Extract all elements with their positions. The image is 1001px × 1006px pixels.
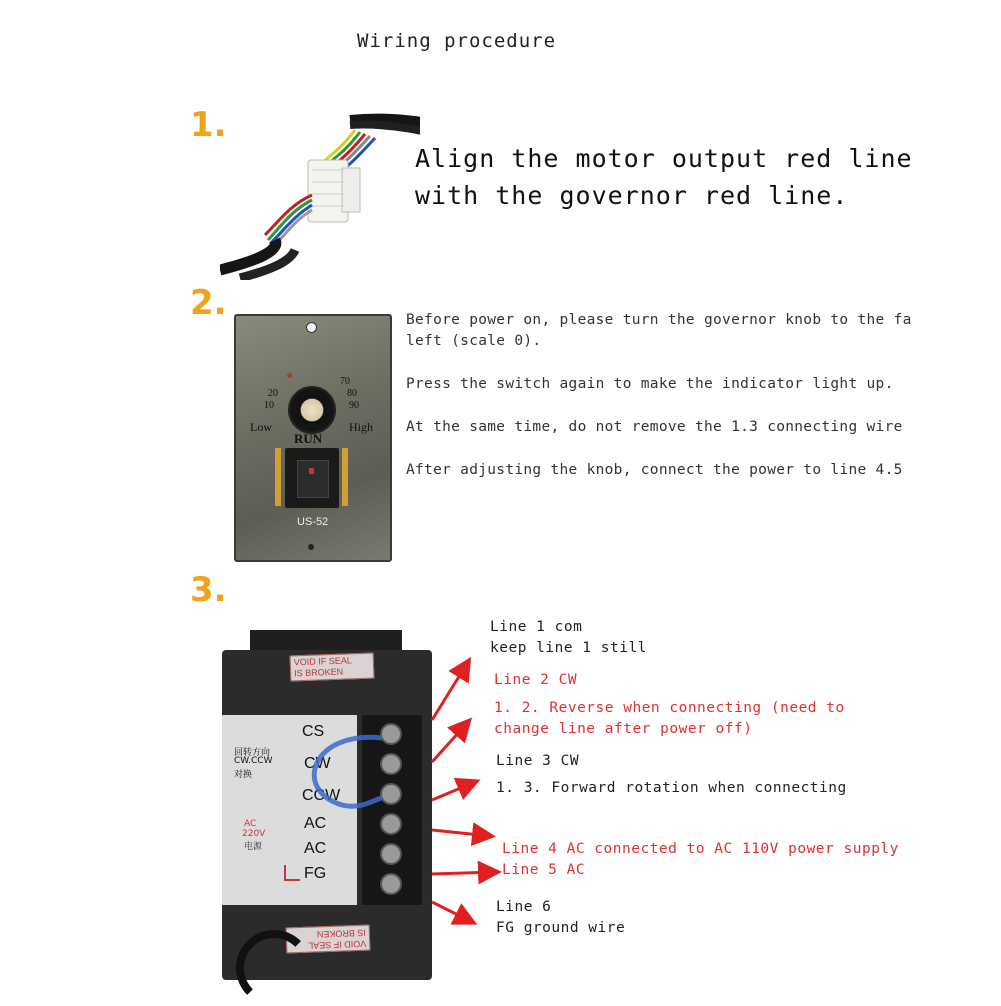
mount-hole-bottom [308, 544, 314, 550]
callout-line-6: Line 6 [496, 899, 552, 915]
terminal-box [222, 630, 434, 980]
low-label: Low [250, 420, 272, 434]
scale-80: 80 [347, 388, 357, 399]
callout-line-1-com: Line 1 com [490, 619, 583, 635]
scale-70: 70 [340, 376, 350, 387]
step-1-line-1: Align the motor output red line [415, 144, 913, 173]
step-2-number: 2. [190, 283, 227, 323]
power-switch[interactable] [285, 448, 339, 508]
arrow-line-4 [432, 830, 490, 836]
callout-line-4-ac: Line 4 AC connected to AC 110V power supply [502, 841, 899, 857]
arrow-line-6 [432, 902, 472, 922]
run-label: RUN [294, 431, 323, 446]
scale-10: 10 [264, 400, 274, 411]
arrow-line-3 [432, 782, 475, 800]
callout-reverse-1: 1. 2. Reverse when connecting (need to [494, 700, 845, 716]
callout-fg-ground: FG ground wire [496, 920, 626, 936]
terminal-label-ac-1: AC [304, 815, 327, 832]
model-label: US-52 [297, 516, 329, 528]
callout-line-5-ac: Line 5 AC [502, 862, 586, 878]
high-label: High [349, 420, 373, 434]
label-cn-2: CW.CCW [234, 756, 273, 766]
step-2-line-1: Before power on, please turn the governor knob to the fa [406, 312, 912, 328]
terminal-label-ac-2: AC [304, 840, 327, 857]
page-title: Wiring procedure [357, 30, 557, 52]
label-cn-1: 回转方向 [234, 748, 271, 758]
step-2-line-3: Press the switch again to make the indicator light up. [406, 376, 894, 392]
step-2-line-5: After adjusting the knob, connect the power to line 4.5 [406, 462, 903, 478]
seal-sticker-top-line-2: IS BROKEN [294, 666, 344, 679]
terminal-label-ccw: CCW [302, 787, 341, 804]
arrow-line-2 [432, 722, 468, 762]
ac-label-2: 220V [242, 829, 266, 839]
scale-20: 20 [268, 388, 278, 399]
terminal-label-cs: CS [302, 723, 325, 740]
seal-sticker-bottom-line-1: VOID IF SEAL [308, 938, 367, 951]
callout-reverse-2: change line after power off) [494, 721, 753, 737]
seal-sticker-top [290, 653, 375, 682]
callout-line-3-cw: Line 3 CW [496, 753, 580, 769]
speed-knob[interactable] [288, 386, 336, 434]
amber-bar-left [275, 448, 281, 506]
seal-sticker-top-line-1: VOID IF SEAL [293, 655, 352, 668]
label-cn-3: 对换 [234, 770, 253, 780]
seal-sticker-bottom-line-2: IS BROKEN [316, 927, 366, 940]
terminal-label-fg: FG [304, 865, 327, 882]
step-2-line-2: left (scale 0). [406, 333, 542, 349]
scale-90: 90 [349, 400, 359, 411]
ac-label-3: 电源 [244, 842, 263, 852]
mount-hole-top [306, 322, 317, 333]
step-1-line-2: with the governor red line. [415, 181, 849, 210]
connector-photo [220, 110, 420, 280]
switch-led [309, 468, 314, 474]
terminal-label-cw: CW [304, 755, 331, 772]
ground-icon [284, 865, 300, 881]
amber-bar-right [342, 448, 348, 506]
screw-6 [380, 873, 402, 895]
power-cable [236, 930, 312, 1006]
screw-5 [380, 843, 402, 865]
step-1-number: 1. [190, 105, 227, 145]
switch-rocker [297, 460, 329, 498]
governor-panel [234, 314, 392, 562]
indicator-light [287, 373, 292, 378]
arrow-line-1 [432, 662, 468, 720]
step-2-line-4: At the same time, do not remove the 1.3 connecting wire [406, 419, 903, 435]
callout-keep-line-1: keep line 1 still [490, 640, 647, 656]
callout-forward: 1. 3. Forward rotation when connecting [496, 780, 847, 796]
jumper-wire [282, 720, 392, 820]
arrow-line-5 [432, 872, 496, 874]
ac-label-1: AC [244, 819, 257, 829]
step-3-number: 3. [190, 570, 227, 610]
callout-line-2-cw: Line 2 CW [494, 672, 578, 688]
